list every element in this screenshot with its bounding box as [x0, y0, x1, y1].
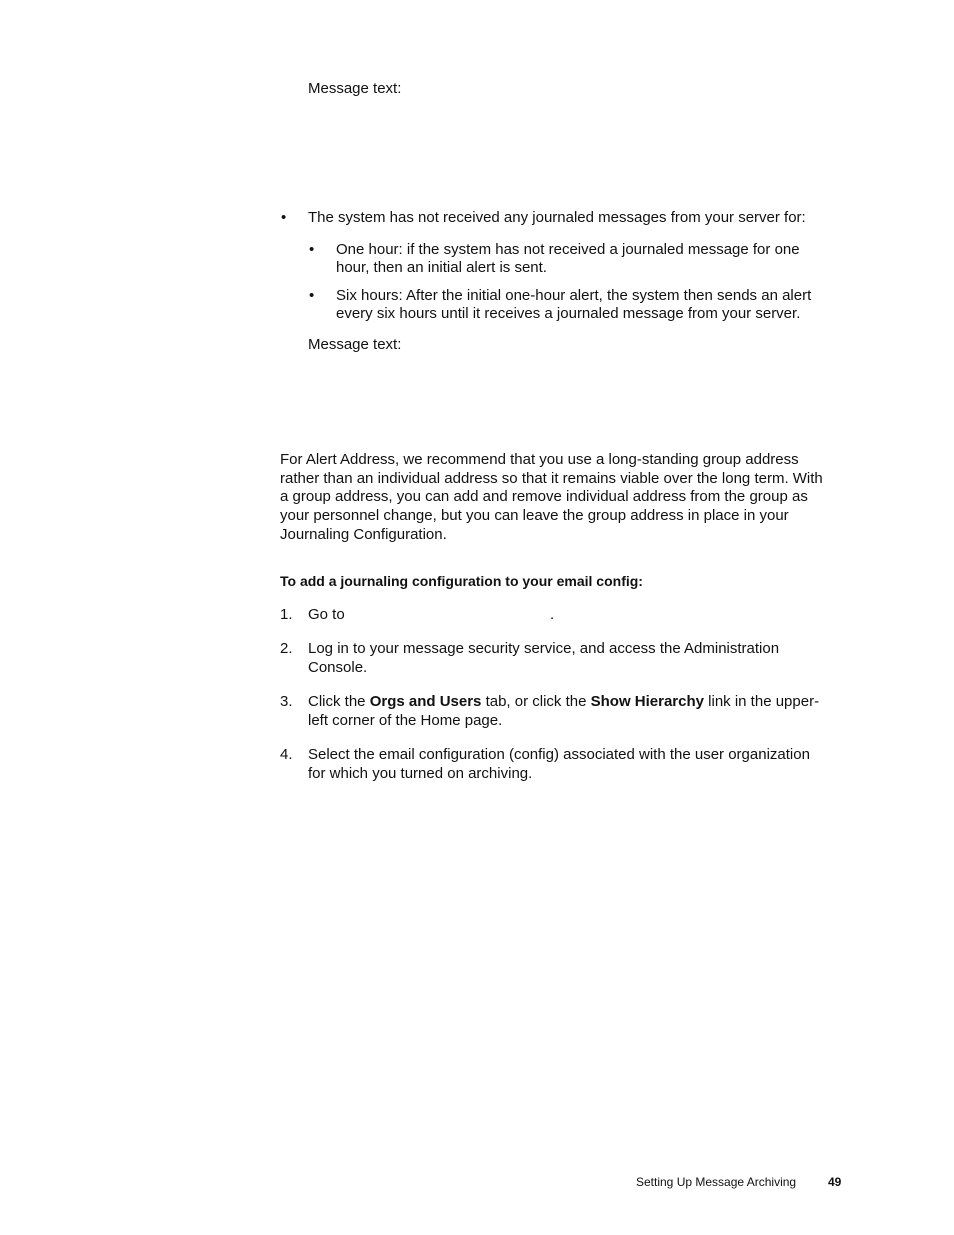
- step-number: 3.: [280, 693, 293, 710]
- step-text-line: for which you turned on archiving.: [308, 765, 533, 782]
- step-text-line: [308, 692, 819, 711]
- orgs-and-users-tab-name: Orgs and Users: [369, 693, 482, 710]
- sub-bullet-text-line: hour, then an initial alert is sent.: [336, 259, 547, 276]
- paragraph-line: your personnel change, but you can leave the group address in place in your: [280, 507, 789, 524]
- bullet-text: The system has not received any journaled messages from your server for:: [308, 209, 806, 226]
- step-number: 4.: [280, 746, 293, 763]
- message-text-label: Message text:: [308, 336, 402, 353]
- step-number: 1.: [280, 606, 293, 623]
- paragraph-line: rather than an individual address so that it remains viable over the long term. With: [280, 470, 823, 487]
- paragraph-line: a group address, you can add and remove individual address from the group as: [280, 488, 808, 505]
- sub-bullet-marker: •: [309, 241, 315, 258]
- step-number: 2.: [280, 640, 293, 657]
- step-text: tab, or click the: [481, 693, 591, 710]
- step-text-line: left corner of the Home page.: [308, 712, 503, 729]
- sub-bullet-text-line: One hour: if the system has not received a journaled message for one: [336, 241, 800, 258]
- message-text-label: Message text:: [308, 80, 402, 97]
- procedure-heading: To add a journaling configuration to your email config:: [280, 573, 643, 589]
- step-text-line: Select the email configuration (config) associated with the user organization: [308, 746, 810, 763]
- paragraph-line: For Alert Address, we recommend that you use a long-standing group address: [280, 451, 799, 468]
- page-number: 49: [828, 1175, 842, 1189]
- show-hierarchy-link-name: Show Hierarchy: [590, 693, 704, 710]
- sub-bullet-text-line: Six hours: After the initial one-hour alert, the system then sends an alert: [336, 287, 812, 304]
- paragraph-line: Journaling Configuration.: [280, 526, 447, 543]
- step-text: link in the upper-: [704, 693, 820, 710]
- step-text-line: Console.: [308, 659, 368, 676]
- footer-section-title: Setting Up Message Archiving: [636, 1175, 797, 1189]
- step-text-line: Log in to your message security service, and access the Administration: [308, 640, 780, 657]
- sub-bullet-marker: •: [309, 287, 315, 304]
- step-text-period: .: [550, 606, 555, 623]
- bullet-marker: •: [281, 209, 287, 226]
- step-text: Go to: [308, 606, 345, 623]
- sub-bullet-text-line: every six hours until it receives a journaled message from your server.: [336, 305, 801, 322]
- step-text: Click the: [308, 693, 370, 710]
